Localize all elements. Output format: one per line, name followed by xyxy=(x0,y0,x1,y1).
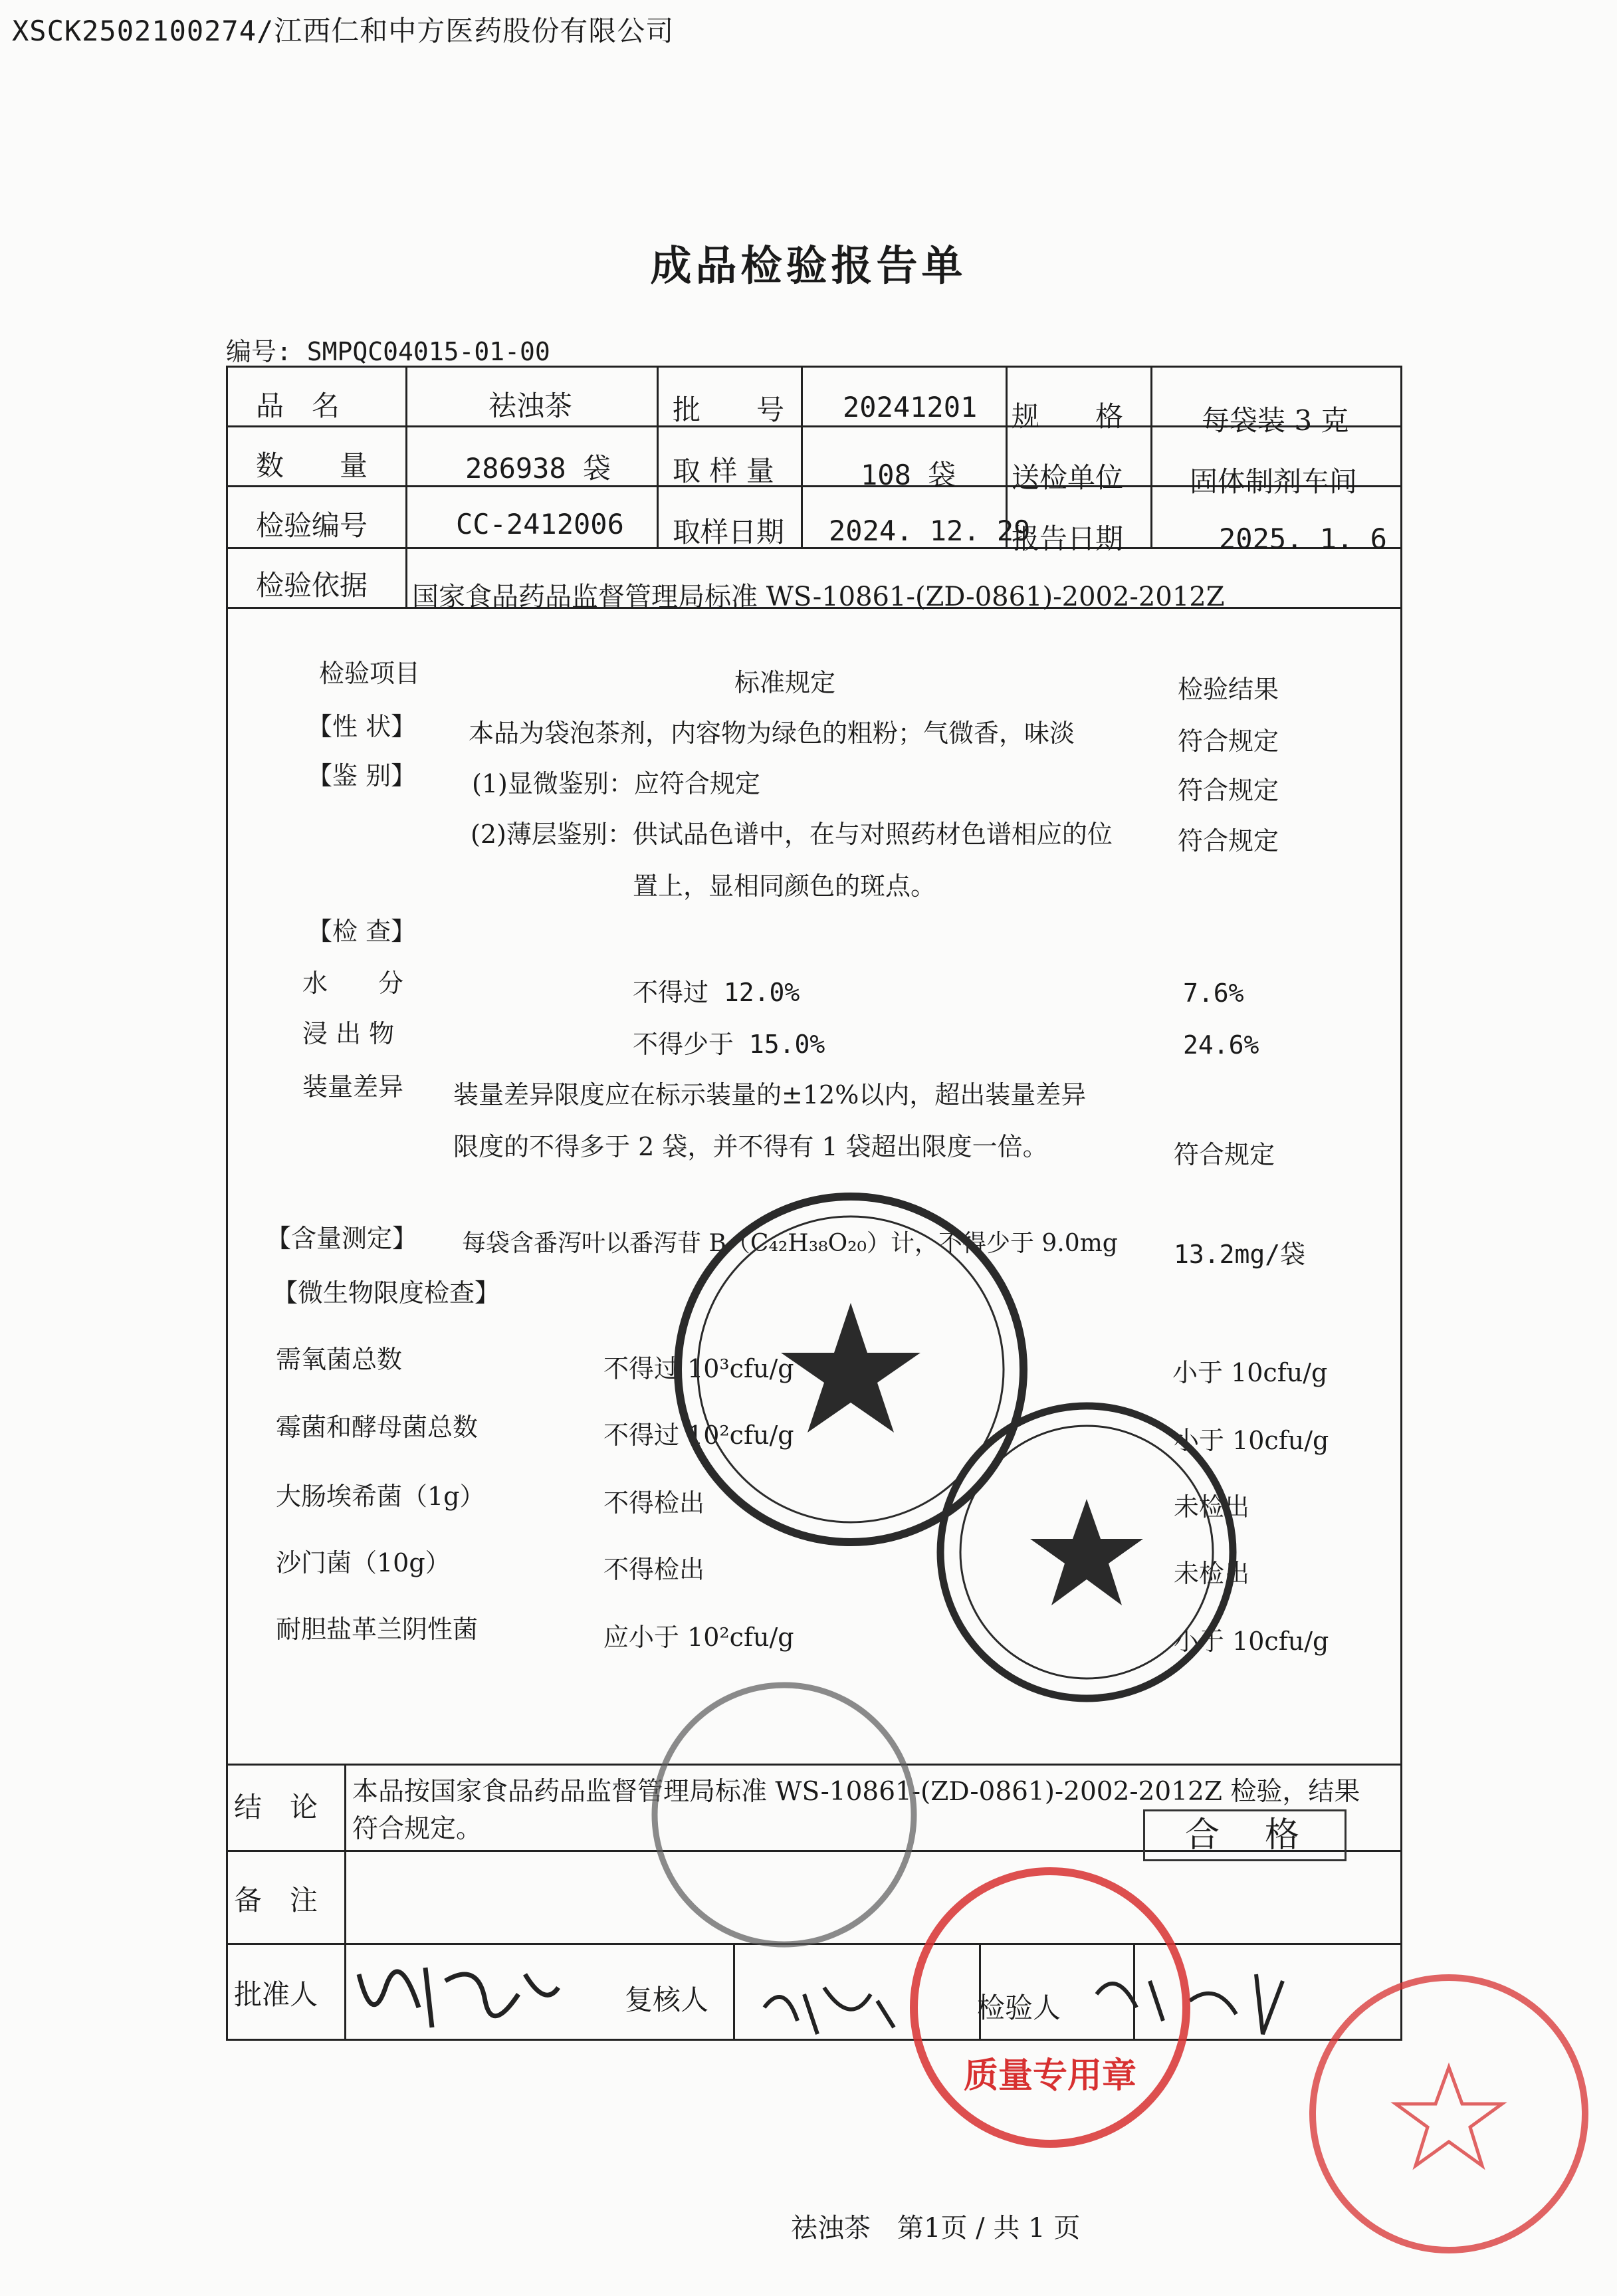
row-result: 符合规定 xyxy=(1178,826,1279,856)
report-date-value: 2025. 1. 6 xyxy=(1219,522,1387,555)
reviewer-signature xyxy=(758,1968,904,2041)
doc-number: 编号: SMPQC04015-01-00 xyxy=(226,337,550,366)
row-result: 未检出 xyxy=(1174,1559,1250,1588)
row-standard: (2)薄层鉴别：供试品色谱中，在与对照药材色谱相应的位 xyxy=(471,820,1113,849)
col-item-header: 检验项目 xyxy=(319,659,421,688)
row-standard: 不得过 10²cfu/g xyxy=(603,1421,794,1450)
svg-text:质量专用章: 质量专用章 xyxy=(963,2055,1137,2096)
row-result: 符合规定 xyxy=(1174,1140,1275,1169)
product-label: 品 名 xyxy=(256,390,340,422)
conclusion-text-2: 符合规定。 xyxy=(352,1814,483,1844)
row-item: 【含量测定】 xyxy=(266,1224,418,1253)
row-standard: 每袋含番泻叶以番泻苷 B（C₄₂H₃₈O₂₀）计，不得少于 9.0mg xyxy=(462,1230,1118,1257)
inspector-label: 检验人 xyxy=(977,1992,1061,2024)
row-standard: 不得检出 xyxy=(603,1555,705,1584)
page-title: 成品检验报告单 xyxy=(650,241,967,290)
row-item: 沙门菌（10g） xyxy=(276,1548,451,1577)
approver-signature xyxy=(346,1948,565,2041)
row-standard: 不得过 12.0% xyxy=(633,978,800,1007)
row-item: 【检 查】 xyxy=(307,917,417,946)
row-item: 【微生物限度检查】 xyxy=(272,1278,500,1308)
page-footer: 祛浊茶 第1页 / 共 1 页 xyxy=(791,2213,1081,2243)
basis-label: 检验依据 xyxy=(256,569,368,602)
dept-label: 送检单位 xyxy=(1012,461,1124,494)
row-standard: 装量差异限度应在标示装量的±12%以内，超出装量差异 xyxy=(453,1080,1087,1109)
basis-value: 国家食品药品监督管理局标准 WS-10861-(ZD-0861)-2002-2012Z xyxy=(412,582,1225,612)
qualified-stamp: 合 格 xyxy=(1143,1809,1347,1861)
row-item: 需氧菌总数 xyxy=(276,1345,403,1374)
row-standard: 本品为袋泡茶剂，内容物为绿色的粗粉；气微香，味淡 xyxy=(469,719,1075,748)
row-result: 7.6% xyxy=(1183,978,1244,1008)
row-item: 霉菌和酵母菌总数 xyxy=(276,1413,479,1442)
row-standard: 应小于 10²cfu/g xyxy=(603,1623,794,1652)
row-result: 小于 10cfu/g xyxy=(1174,1627,1329,1656)
batch-value: 20241201 xyxy=(843,391,978,423)
report-date-label: 报告日期 xyxy=(1012,522,1124,555)
test-no-value: CC-2412006 xyxy=(456,508,624,540)
doc-reference: XSCK2502100274/江西仁和中方医药股份有限公司 xyxy=(12,15,675,47)
sample-date-label: 取样日期 xyxy=(673,516,785,548)
row-item: 浸 出 物 xyxy=(302,1019,395,1048)
row-item: 【鉴 别】 xyxy=(307,761,417,790)
row-item: 大肠埃希菌（1g） xyxy=(276,1482,485,1511)
sample-qty-value: 108 袋 xyxy=(861,459,956,491)
conclusion-text: 本品按国家食品药品监督管理局标准 WS-10861-(ZD-0861)-2002-2012Z 检验，结果 xyxy=(352,1777,1360,1807)
stamp-liaoning xyxy=(930,1396,1243,1708)
row-standard: 限度的不得多于 2 袋，并不得有 1 袋超出限度一倍。 xyxy=(453,1132,1048,1161)
row-result: 符合规定 xyxy=(1178,776,1279,805)
col-standard-header: 标准规定 xyxy=(734,668,836,697)
row-standard: 置上，显相同颜色的斑点。 xyxy=(633,871,936,901)
row-standard: 不得过 10³cfu/g xyxy=(603,1354,794,1383)
conclusion-label: 结 论 xyxy=(234,1791,318,1823)
row-result: 小于 10cfu/g xyxy=(1174,1426,1329,1455)
stamp-renhe xyxy=(904,1861,1196,2154)
row-item: 装量差异 xyxy=(302,1072,404,1101)
row-result: 符合规定 xyxy=(1178,727,1279,756)
row-standard: 不得检出 xyxy=(603,1488,705,1518)
row-result: 未检出 xyxy=(1174,1492,1250,1522)
row-result: 小于 10cfu/g xyxy=(1172,1358,1328,1387)
row-item: 水 分 xyxy=(302,969,404,998)
row-standard: 不得少于 15.0% xyxy=(633,1030,825,1059)
row-standard: (1)显微鉴别：应符合规定 xyxy=(472,769,760,798)
row-result: 13.2mg/袋 xyxy=(1174,1240,1306,1269)
test-no-label: 检验编号 xyxy=(256,509,368,542)
dept-value: 固体制剂车间 xyxy=(1190,465,1358,498)
qty-label: 数 量 xyxy=(256,449,368,482)
remarks-label: 备 注 xyxy=(234,1884,318,1916)
row-item: 耐胆盐革兰阴性菌 xyxy=(276,1615,479,1644)
spec-label: 规 格 xyxy=(1012,400,1124,433)
batch-label: 批 号 xyxy=(673,394,785,426)
qty-value: 286938 袋 xyxy=(465,452,611,485)
sample-qty-label: 取 样 量 xyxy=(673,455,774,487)
spec-value: 每袋装 3 克 xyxy=(1202,404,1349,437)
col-result-header: 检验结果 xyxy=(1178,675,1279,704)
row-result: 24.6% xyxy=(1183,1030,1259,1060)
approver-label: 批准人 xyxy=(234,1978,318,2011)
product-value: 祛浊茶 xyxy=(488,390,573,422)
sample-date-value: 2024. 12. 29 xyxy=(829,515,1031,547)
stamp-xingkang xyxy=(1303,1968,1595,2260)
stamp-quality-dept xyxy=(645,1675,924,1954)
row-item: 【性 状】 xyxy=(307,712,417,741)
reviewer-label: 复核人 xyxy=(625,1984,709,2016)
